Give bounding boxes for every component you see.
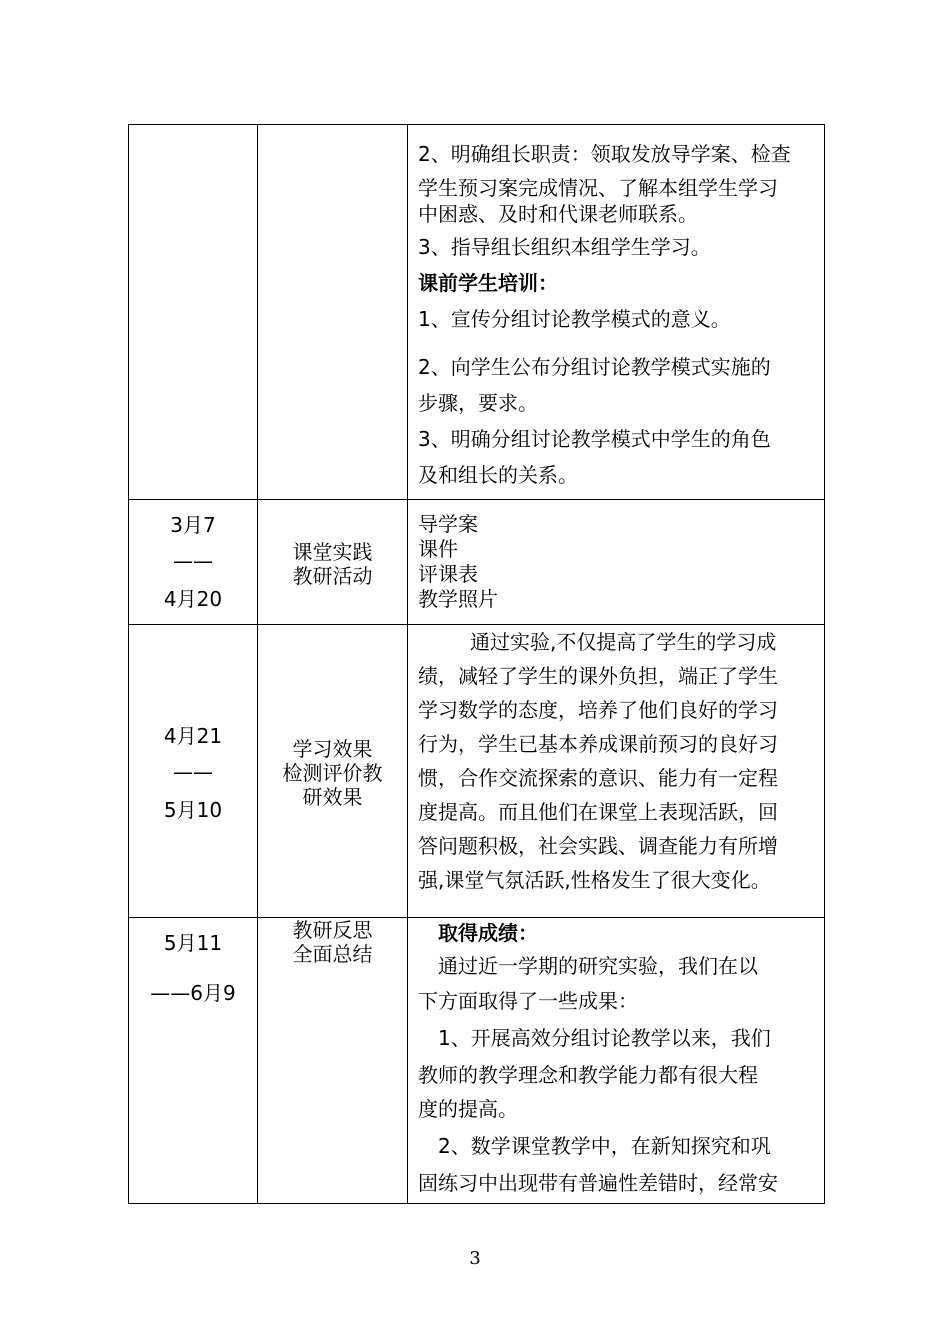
activity-label: 教研反思	[292, 918, 373, 942]
date-separator: ——	[173, 549, 213, 573]
page-number: 3	[469, 1248, 481, 1269]
text-line: 通过实验,不仅提高了学生的学习成	[470, 630, 777, 654]
text-line: 学生预习案完成情况、了解本组学生学习	[418, 176, 778, 200]
text-line: 1、开展高效分组讨论教学以来，我们	[438, 1026, 771, 1050]
date-cell	[129, 918, 258, 1204]
activity-cell	[258, 625, 408, 918]
text-line: 通过近一学期的研究实验，我们在以	[438, 954, 758, 978]
list-item: 2、向学生公布分组讨论教学模式实施的	[418, 355, 771, 379]
content-cell	[408, 500, 825, 625]
text-line: 度提高。而且他们在课堂上表现活跃，回	[418, 800, 778, 824]
text-line: 学习数学的态度，培养了他们良好的学习	[418, 698, 778, 722]
activity-label: 全面总结	[292, 942, 373, 966]
text-line: 2、数学课堂教学中，在新知探究和巩	[438, 1134, 771, 1158]
text-line: 3、指导组长组织本组学生学习。	[418, 235, 711, 259]
date-cell	[129, 125, 258, 500]
list-item: 1、宣传分组讨论教学模式的意义。	[418, 307, 731, 331]
date-end: 4月20	[163, 587, 223, 611]
activity-cell	[258, 500, 408, 625]
activity-label: 学习效果	[292, 737, 373, 761]
material-item: 导学案	[418, 512, 478, 536]
text-line: 答问题积极，社会实践、调查能力有所增	[418, 834, 778, 858]
text-line: 中困惑、及时和代课老师联系。	[418, 202, 698, 226]
section-heading: 课前学生培训：	[418, 271, 558, 295]
text-line: 2、明确组长职责：领取发放导学案、检查	[418, 142, 791, 166]
list-item: 3、明确分组讨论教学模式中学生的角色	[418, 427, 771, 451]
text-line: 固练习中出现带有普遍性差错时，经常安	[418, 1171, 778, 1195]
text-line: 强,课堂气氛活跃,性格发生了很大变化。	[418, 868, 771, 892]
table-row	[129, 625, 825, 918]
text-line: 绩，减轻了学生的课外负担，端正了学生	[418, 664, 778, 688]
table-row	[129, 125, 825, 500]
material-item: 课件	[418, 537, 458, 561]
date-end: 5月10	[163, 798, 223, 822]
content-cell	[408, 125, 825, 500]
content-cell	[408, 918, 825, 1204]
activity-cell	[258, 125, 408, 500]
date-start: 4月21	[163, 724, 223, 748]
activity-label: 检测评价教	[282, 761, 383, 785]
date-cell	[129, 625, 258, 918]
section-heading: 取得成绩：	[438, 921, 538, 945]
table-row	[129, 918, 825, 1204]
table-row	[129, 500, 825, 625]
schedule-table	[128, 124, 825, 1204]
date-start: 5月11	[163, 931, 223, 955]
list-item: 及和组长的关系。	[418, 463, 578, 487]
material-item: 评课表	[418, 562, 478, 586]
activity-cell	[258, 918, 408, 1204]
content-cell	[408, 625, 825, 918]
activity-label: 教研活动	[292, 564, 373, 588]
activity-label: 课堂实践	[292, 540, 373, 564]
date-end: ——6月9	[150, 981, 236, 1005]
activity-label: 研效果	[302, 785, 363, 809]
text-line: 教师的教学理念和教学能力都有很大程	[418, 1063, 758, 1087]
date-cell	[129, 500, 258, 625]
list-item: 步骤，要求。	[418, 391, 538, 415]
text-line: 行为，学生已基本养成课前预习的良好习	[418, 732, 778, 756]
date-start: 3月7	[170, 513, 216, 537]
material-item: 教学照片	[418, 587, 498, 611]
date-separator: ——	[173, 760, 213, 784]
text-line: 下方面取得了一些成果：	[418, 989, 638, 1013]
text-line: 度的提高。	[418, 1097, 518, 1121]
text-line: 惯，合作交流探索的意识、能力有一定程	[418, 766, 778, 790]
